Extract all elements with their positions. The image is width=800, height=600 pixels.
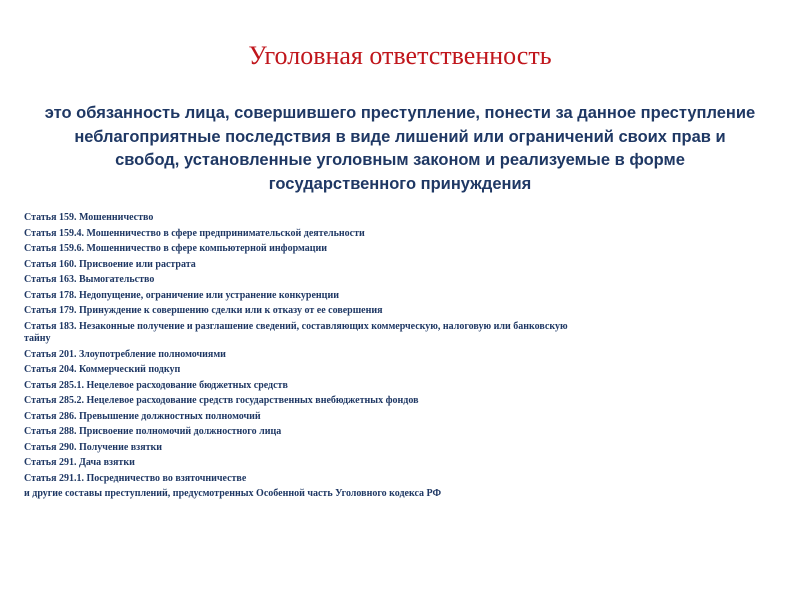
list-item: Статья 291. Дача взятки <box>24 457 135 468</box>
list-item: Статья 159.6. Мошенничество в сфере компьютерной информации <box>24 243 328 254</box>
list-item: Статья 178. Недопущение, ограничение или устранение конкуренции <box>24 289 339 301</box>
list-item: Статья 201. Злоупотребление полномочиями <box>24 348 226 360</box>
list-item: и другие составы преступлений, предусмотренных Особенной часть Уголовного кодекса РФ <box>24 488 442 499</box>
list-item: Статья 159.4. Мошенничество в сфере предпринимательской деятельности <box>24 227 365 239</box>
article-183-text: Статья 183. Незаконные получение и разглашение сведений, составляющих коммерческую, налоговую или банковскую <box>24 320 568 332</box>
list-item: Статья 285.1. Нецелевое расходование бюджетных средств <box>24 379 288 391</box>
article-183-tail: тайну <box>24 332 51 344</box>
list-item: Статья 286. Превышение должностных полномочий <box>24 410 261 422</box>
slide-title: Уголовная ответственность <box>248 41 552 70</box>
list-item: Статья 291.1. Посредничество во взяточничестве <box>24 472 247 484</box>
list-item: Статья 204. Коммерческий подкуп <box>24 364 181 375</box>
list-item: Статья 288. Присвоение полномочий должностного лица <box>24 426 282 437</box>
list-item: Статья 285.2. Нецелевое расходование средств государственных внебюджетных фондов <box>24 395 419 406</box>
list-item: Статья 179. Принуждение к совершению сделки или к отказу от ее совершения <box>24 305 383 316</box>
list-item: Статья 163. Вымогательство <box>24 274 155 285</box>
list-item: Статья 290. Получение взятки <box>24 441 163 453</box>
list-item: Статья 160. Присвоение или растрата <box>24 258 196 270</box>
articles-list <box>24 210 770 502</box>
list-item <box>24 319 770 347</box>
definition-text: это обязанность лица, совершившего преступление, понести за данное преступление неблагоприятные последствия в виде лишений или ограничений своих прав и свобод, установленные уголовным законом и реализуемые в форме государственного принуждения <box>44 104 756 193</box>
list-item: Статья 159. Мошенничество <box>24 212 154 223</box>
